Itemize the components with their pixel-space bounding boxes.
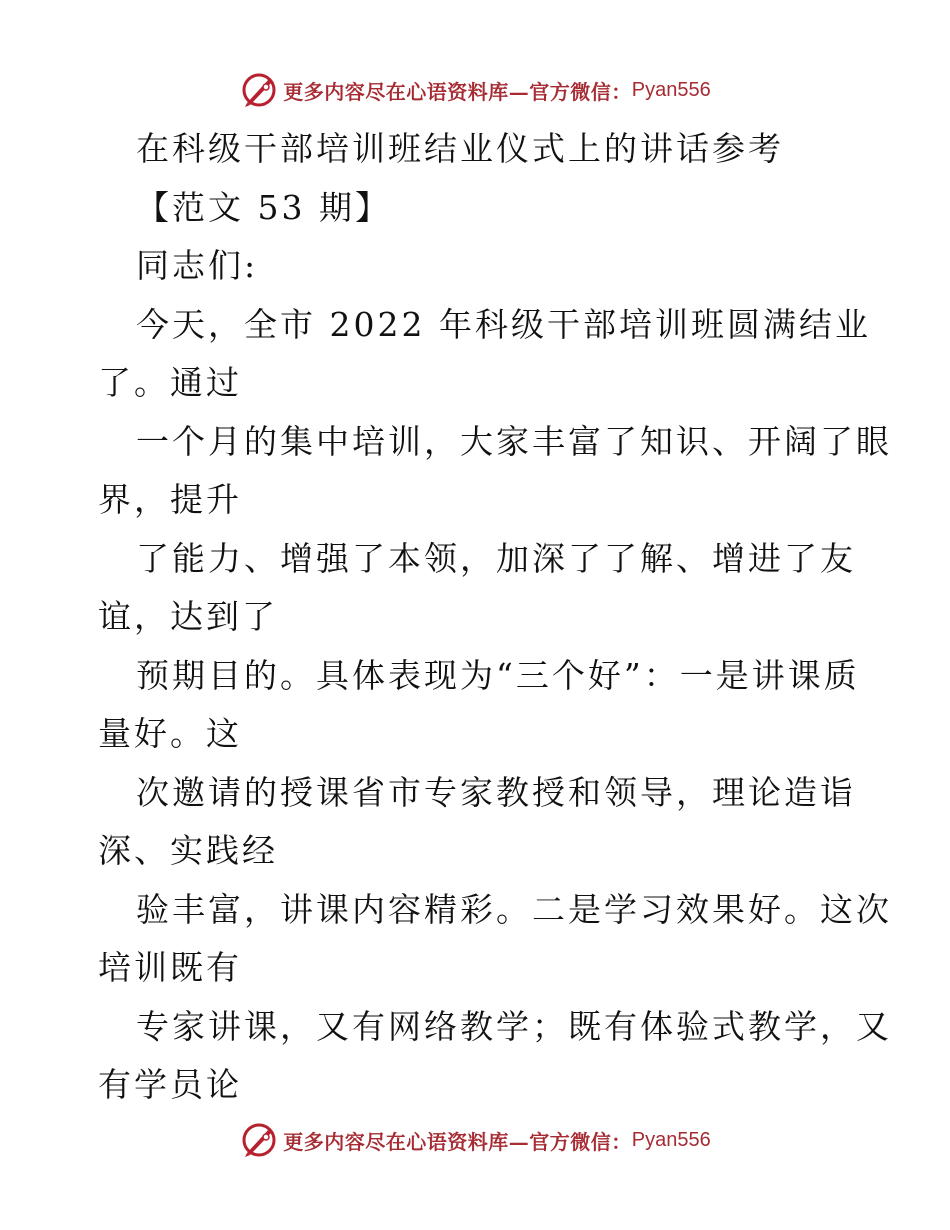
text-line: 界，提升 bbox=[98, 480, 242, 519]
text-line: 一个月的集中培训，大家丰富了知识、开阔了眼 bbox=[136, 421, 892, 461]
text-line: 量好。这 bbox=[98, 714, 242, 753]
wechat-id: Pyan556 bbox=[631, 78, 711, 101]
text-line: 同志们: bbox=[136, 246, 259, 285]
banner-text: 更多内容尽在心语资料库—官方微信： bbox=[283, 1129, 632, 1154]
banner-text: 更多内容尽在心语资料库—官方微信： bbox=[283, 79, 632, 104]
wechat-id: Pyan556 bbox=[631, 1128, 711, 1151]
text-line: 次邀请的授课省市专家教授和领导，理论造诣 bbox=[136, 772, 856, 812]
header-banner bbox=[0, 68, 950, 112]
text-line: 了能力、增强了本领，加深了了解、增进了友 bbox=[136, 538, 856, 578]
text-line: 培训既有 bbox=[98, 948, 242, 987]
text-line: 【范文 53 期】 bbox=[136, 187, 391, 227]
text-line: 验丰富，讲课内容精彩。二是学习效果好。这次 bbox=[136, 889, 892, 929]
text-line: 今天，全市 2022 年科级干部培训班圆满结业 bbox=[136, 304, 871, 344]
text-line: 专家讲课，又有网络教学；既有体验式教学，又 bbox=[136, 1006, 892, 1046]
document-body bbox=[98, 120, 892, 1115]
footer-banner bbox=[0, 1118, 950, 1162]
pen-logo-icon bbox=[239, 70, 279, 110]
pen-logo-icon bbox=[239, 1120, 279, 1160]
text-line: 有学员论 bbox=[98, 1065, 242, 1104]
text-line: 预期目的。具体表现为“三个好”：一是讲课质 bbox=[136, 655, 860, 695]
text-line: 谊，达到了 bbox=[98, 597, 278, 636]
text-line: 了。通过 bbox=[98, 363, 242, 402]
text-line: 在科级干部培训班结业仪式上的讲话参考 bbox=[136, 129, 784, 168]
text-line: 深、实践经 bbox=[98, 831, 278, 870]
